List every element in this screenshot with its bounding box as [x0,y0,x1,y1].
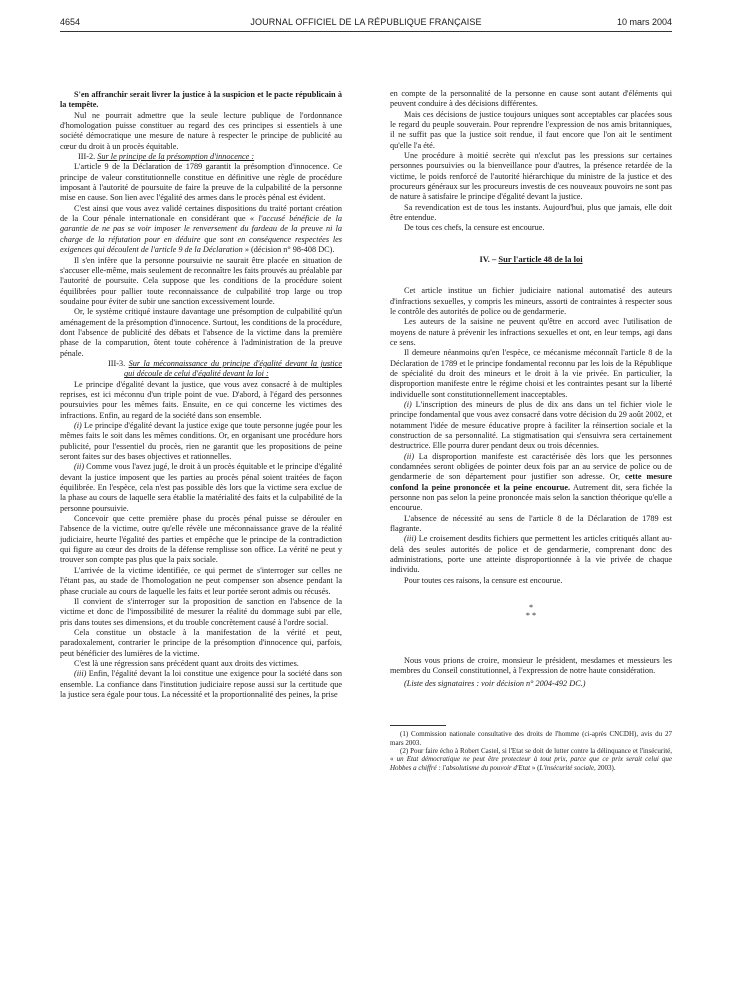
paragraph [390,400,672,452]
section-title: Sur l'article 48 de la loi [498,253,583,264]
text-run: Le croisement desdits fichiers que permettent les articles critiqués allant au-delà des seules autorités de police et de gendarmerie, comprenant donc des administrations, porte une atteinte disproportionnée à la vie privée de chaque individu. [390,534,672,575]
footnote: (1) Commission nationale consultative des droits de l'homme (ci-après CNCDH), avis du 27 mars 2003. [390,730,672,747]
text-run: (2) Pour faire écho à Robert Castel, si l'Etat se doit de lutter contre la délinquance et l'insécurité, « [390,746,672,764]
item-marker: (iii) [74,669,87,679]
book-title: L'insécurité sociale [539,763,594,772]
text-run: » (décision n° 98-408 DC). [242,245,335,255]
paragraph: Or, le système critiqué instaure davantage une présomption de culpabilité qu'un aménagement de la présomption d'innocence. Surtout, les conditions de la procédure, dont l'absence de publicité des débats et l'absence de la victime dans la première phase de la comparution, ôtent toute cohérence à l'administration de la preuve pénale. [60,307,342,358]
closing-formula: Nous vous prions de croire, monsieur le président, mesdames et messieurs les membres du Conseil constitutionnel, à l'expression de notre haute considération. [390,656,672,676]
paragraph [390,534,672,575]
asterism-bottom: * * [525,611,537,621]
footnote [390,747,672,772]
journal-title: JOURNAL OFFICIEL DE LA RÉPUBLIQUE FRANÇAISE [250,17,482,27]
asterism-top: * [528,603,534,613]
paragraph: Mais ces décisions de justice toujours uniques sont acceptables car placées sous le regard du peuple souverain. Pour reprendre l'expression de nos amis britanniques, il ne suffit pas que la justice soit rendue, il faut encore que l'on ait le sentiment qu'elle l'a été. [390,109,672,150]
section-heading: S'en affranchir serait livrer la justice à la suspicion et le pacte républicain à la tempête. [60,90,342,110]
paragraph: Il demeure néanmoins qu'en l'espèce, ce mécanisme méconnaît l'article 8 de la Déclaration de 1789 et le principe fondamental reconnu par les lois de la République de spécialité du droit des mineurs et le droit à la vie privée. En particulier, la disproportion manifeste entre le régime choisi et les contraintes pesant sur la liberté individuelle sont constitutionnellement inacceptables. [390,348,672,399]
emphasis: cette mesure confond la peine prononcée et la peine encourue. [390,472,672,492]
subsection-heading [60,152,342,162]
text-run: , 2003). [594,763,616,772]
footnotes [390,730,672,772]
section-heading [390,254,672,264]
subsection-title: Sur le principe de la présomption d'innocence : [97,152,255,162]
right-column [390,89,672,772]
spacer [390,689,672,711]
paragraph: C'est là une régression sans précédent quant aux droits des victimes. [74,658,299,668]
text-run: Comme vous l'avez jugé, le droit à un procès équitable et le principe d'égalité devant la justice imposent que les parties au procès pénal soient traitées de façon équilibrée. En l'espèce, cela n'est pas possible dès lors que la victime sera exclue de la phase au cours de laquelle sera établie la matérialité des faits et la culpabilité de la personne poursuivie. [60,462,342,513]
paragraph: Il s'en infère que la personne poursuivie ne saurait être placée en situation de s'accuser elle-même, mais seulement de reconnaître les faits prouvés au préalable par l'autorité de poursuite. Cela suppose que les conditions de la procédure soient équilibrées pour pallier toute reconnaissance de culpabilité trop large ou trop soudaine pour éviter de subir une sanction excessivement lourde. [60,255,342,306]
text-run: Autrement dit, sera fichée la personne non pas selon la peine prononcée mais selon la sanction théorique qu'elle a encourue. [390,482,672,513]
paragraph: L'absence de nécessité au sens de l'article 8 de la Déclaration de 1789 est flagrante. [390,513,672,534]
paragraph: Cet article institue un fichier judiciaire national automatisé des auteurs d'infractions sexuelles, y compris les mineurs, assorti de contraintes à respecter sous le contrôle des autorités de police ou de gendarmerie. [390,286,672,316]
paragraph [60,204,342,256]
paragraph: L'arrivée de la victime identifiée, ce qui permet de s'interroger sur celles ne l'étant pas, au stade de l'homologation ne peut compenser son absence pendant la phase cruciale au cours de laquelle les faits et leur portée seront admis ou récusés. [60,565,342,596]
paragraph: Nul ne pourrait admettre que la seule lecture publique de l'ordonnance d'homologation puisse constituer au regard des ces principes si essentiels à une société démocratique une mesure de nature à respecter le principe de publicité au cœur du droit à un procès équitable. [60,110,342,151]
issue-date: 10 mars 2004 [616,17,672,27]
text-run: Enfin, l'égalité devant la loi constitue une exigence pour la société dans son ensemble. La confiance dans l'institution judiciaire repose aussi sur la certitude que la justice sera égale pour tous. La nécessité et la proportionnalité des peines, la prise [60,669,342,699]
item-marker: (i) [404,399,412,409]
page-number: 4654 [60,17,81,27]
left-column [60,90,342,700]
signatories-note: (Liste des signataires : voir décision n° 2004-492 DC.) [404,678,586,688]
text-run: L'inscription des mineurs de plus de dix ans dans un tel fichier viole le principe fondamental que vous avez consacré dans votre décision du 29 août 2002, et notamment l'idée de mesure éducative propre à faciliter la réinsertion sociale et la construction de sa personnalité. La stigmatisation qui s'ensuivra sera certainement destructrice. Elle pourra durer pendant deux ou trois décennies. [390,399,672,451]
text-run: La disproportion manifeste est caractérisée dès lors que les personnes condamnées seront obligées de pointer deux fois par an au service de police ou de gendarmerie de son département pour justifier son adresse. Or, [390,451,672,482]
paragraph: en compte de la personnalité de la personne en cause sont autant d'éléments qui peuvent conduire à des décisions différentes. [390,89,672,109]
asterism [390,604,672,620]
paragraph [60,421,342,462]
item-marker: (ii) [404,451,415,461]
subsection-heading [60,359,342,380]
paragraph: Les auteurs de la saisine ne peuvent qu'être en accord avec l'utilisation de moyens de nature à prévenir les infractions sexuelles et ont, en leur temps, agi dans ce sens. [390,317,672,347]
paragraph [60,462,342,514]
text-run: C'est ainsi que vous avez validé certaines dispositions du traité portant création de la Cour pénale internationale en considérant que « [60,203,342,224]
subsection-number: III-2. [78,152,96,162]
subsection-number: III-3. [108,358,126,368]
section-number: IV. – [479,253,497,264]
paragraph: Concevoir que cette première phase du procès pénal puisse se dérouler en l'absence de la victime, outre qu'elle révèle une méconnaissance grave de la réalité judiciaire, heurte l'égalité des parties et empêche que le principe de la contradiction qui figure au cœur des droits de la défense remplisse son office. La vérité ne peut y trouver son compte pas plus que la paix sociale. [60,514,342,565]
subsection-title: Sur la méconnaissance du principe d'égalité devant la justice qui découle de celui d'égalité devant la loi : [124,358,342,379]
paragraph: L'article 9 de la Déclaration de 1789 garantit la présomption d'innocence. Ce principe de valeur constitutionnelle constitue en définitive une règle de procédure imposant à l'autorité de poursuite de faire la preuve de la culpabilité de la personne mise en cause. Son lien avec l'égalité des armes dans le procès pénal est évident. [60,162,342,203]
item-marker: (i) [74,421,82,430]
paragraph: De tous ces chefs, la censure est encourue. [404,223,545,233]
page-header [60,17,672,31]
quotation: un Etat démocratique ne peut être protecteur à tout prix, parce que ce prix serait celui que Hobbes a chiffré : l'absolutisme du pouvoir d'Etat [390,755,672,772]
text-run: Le principe d'égalité devant la justice exige que toute personne jugée pour les mêmes faits le soit dans les mêmes conditions. Or, en organisant une procédure hors publicité, pour l'essentiel du procès, rien ne garantit que les propositions de peine seront faites sur des bases objectives et rationnelles. [60,421,342,462]
text-run: » ( [530,763,540,772]
footnote-rule [390,725,446,726]
paragraph: Sa revendication est de tous les instants. Aujourd'hui, plus que jamais, elle doit être entendue. [390,202,672,223]
paragraph: Cela constitue un obstacle à la manifestation de la vérité et peut, paradoxalement, contrarier le principe de la présomption d'innocence qui, parfois, peut bénéficier des lumières de la victime. [60,627,342,658]
item-marker: (ii) [74,462,85,472]
paragraph: Une procédure à moitié secrète qui n'exclut pas les pressions sur certaines personnes poursuivies ou la bienveillance pour d'autres, la présence retardée de la victime, le poids renforcé de l'autorité hiérarchique du ministre de la justice et des procureurs généraux sur les procureurs investis de ces nouveaux pouvoirs ne sont pas de nature à satisfaire le principe d'égalité devant la justice. [390,151,672,202]
paragraph [60,669,342,700]
header-rule [60,31,672,32]
paragraph: Pour toutes ces raisons, la censure est encourue. [404,575,563,585]
quotation: l'accusé bénéficie de la garantie de ne pas se voir imposer le renversement du fardeau de la preuve ni la charge de la réfutation pour en déduire que sont en conséquence respectées les exigences qui découlent de l'article 9 de la Déclaration [60,214,342,255]
paragraph: Le principe d'égalité devant la justice, que vous avez consacré à de multiples reprises, est ici méconnu d'un triple point de vue. D'abord, à l'égard des personnes poursuivies pour les mêmes faits. Ensuite, en ce qui concerne les victimes des infractions. Enfin, au regard de la société dans son ensemble. [60,379,342,420]
paragraph: Il convient de s'interroger sur la proposition de sanction en l'absence de la victime et donc de l'impossibilité de mesurer la réalité du dommage subi par elle, pris dans toutes ses dimensions, et du trouble concrètement causé à l'ordre social. [60,596,342,627]
paragraph [390,452,672,514]
item-marker: (iii) [404,534,417,544]
